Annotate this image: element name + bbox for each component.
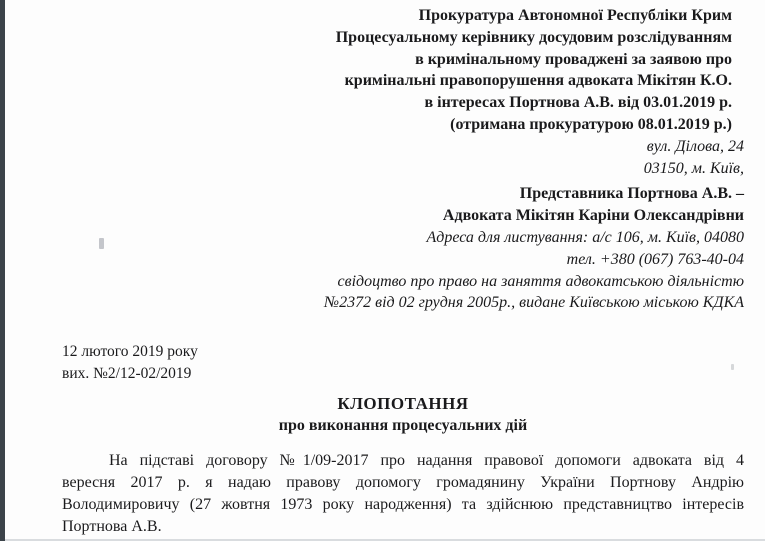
date-line: 12 лютого 2019 року: [62, 343, 198, 361]
body-line: Володимировичу (27 жовтня 1973 року народження) та здійснюю представництво інтересів: [62, 495, 744, 513]
document-content: [62, 5, 744, 537]
recipient-line: в кримінальному проваджені за заявою про: [415, 50, 732, 68]
recipient-line: Прокуратура Автономної Республіки Крим: [418, 7, 732, 24]
address-line: 03150, м. Київ,: [643, 159, 744, 177]
body-line: вересня 2017 р. я надаю правову допомогу громадянину України Портнову Андрію: [62, 473, 744, 491]
document-subtitle: про виконання процесуальних дій: [278, 416, 528, 434]
address-line: вул. Ділова, 24: [646, 137, 744, 155]
sender-line: Адвоката Мікітян Каріни Олександрівни: [442, 207, 744, 225]
recipient-block: [62, 5, 744, 136]
sender-line: Представника Портнова А.В. –: [519, 185, 744, 203]
sender-block: [62, 183, 744, 227]
document-title: КЛОПОТАННЯ: [337, 394, 469, 414]
sender-detail-line: тел. +380 (067) 763-40-04: [566, 250, 744, 268]
body-paragraph: [62, 450, 744, 537]
date-ref-block: [62, 341, 744, 384]
recipient-address-block: [62, 136, 744, 180]
sender-detail-line: №2372 від 02 грудня 2005р., видане Київською міською КДКА: [324, 294, 744, 312]
title-block: [62, 393, 744, 436]
sender-detail-line: Адреса для листування: а/с 106, м. Київ, 04080: [426, 228, 744, 246]
sender-detail-line: свідоцтво про право на заняття адвокатською діяльністю: [337, 272, 744, 290]
recipient-line: кримінальні правопорушення адвоката Мікітян К.О.: [344, 72, 732, 90]
recipient-line: Процесуальному керівнику досудовим розслідуванням: [335, 28, 732, 46]
body-line: Портнова А.В.: [62, 517, 162, 535]
scan-edge-left: [0, 0, 5, 541]
recipient-line: (отримана прокуратурою 08.01.2019 р.): [450, 115, 732, 133]
sender-details-block: [62, 227, 744, 314]
body-line: На підставі договору №1/09-2017 про надання правової допомоги адвоката від 4: [109, 452, 744, 470]
ref-number-line: вих. №2/12-02/2019: [62, 364, 192, 382]
recipient-line: в інтересах Портнова А.В. від 03.01.2019 р.: [424, 94, 732, 112]
